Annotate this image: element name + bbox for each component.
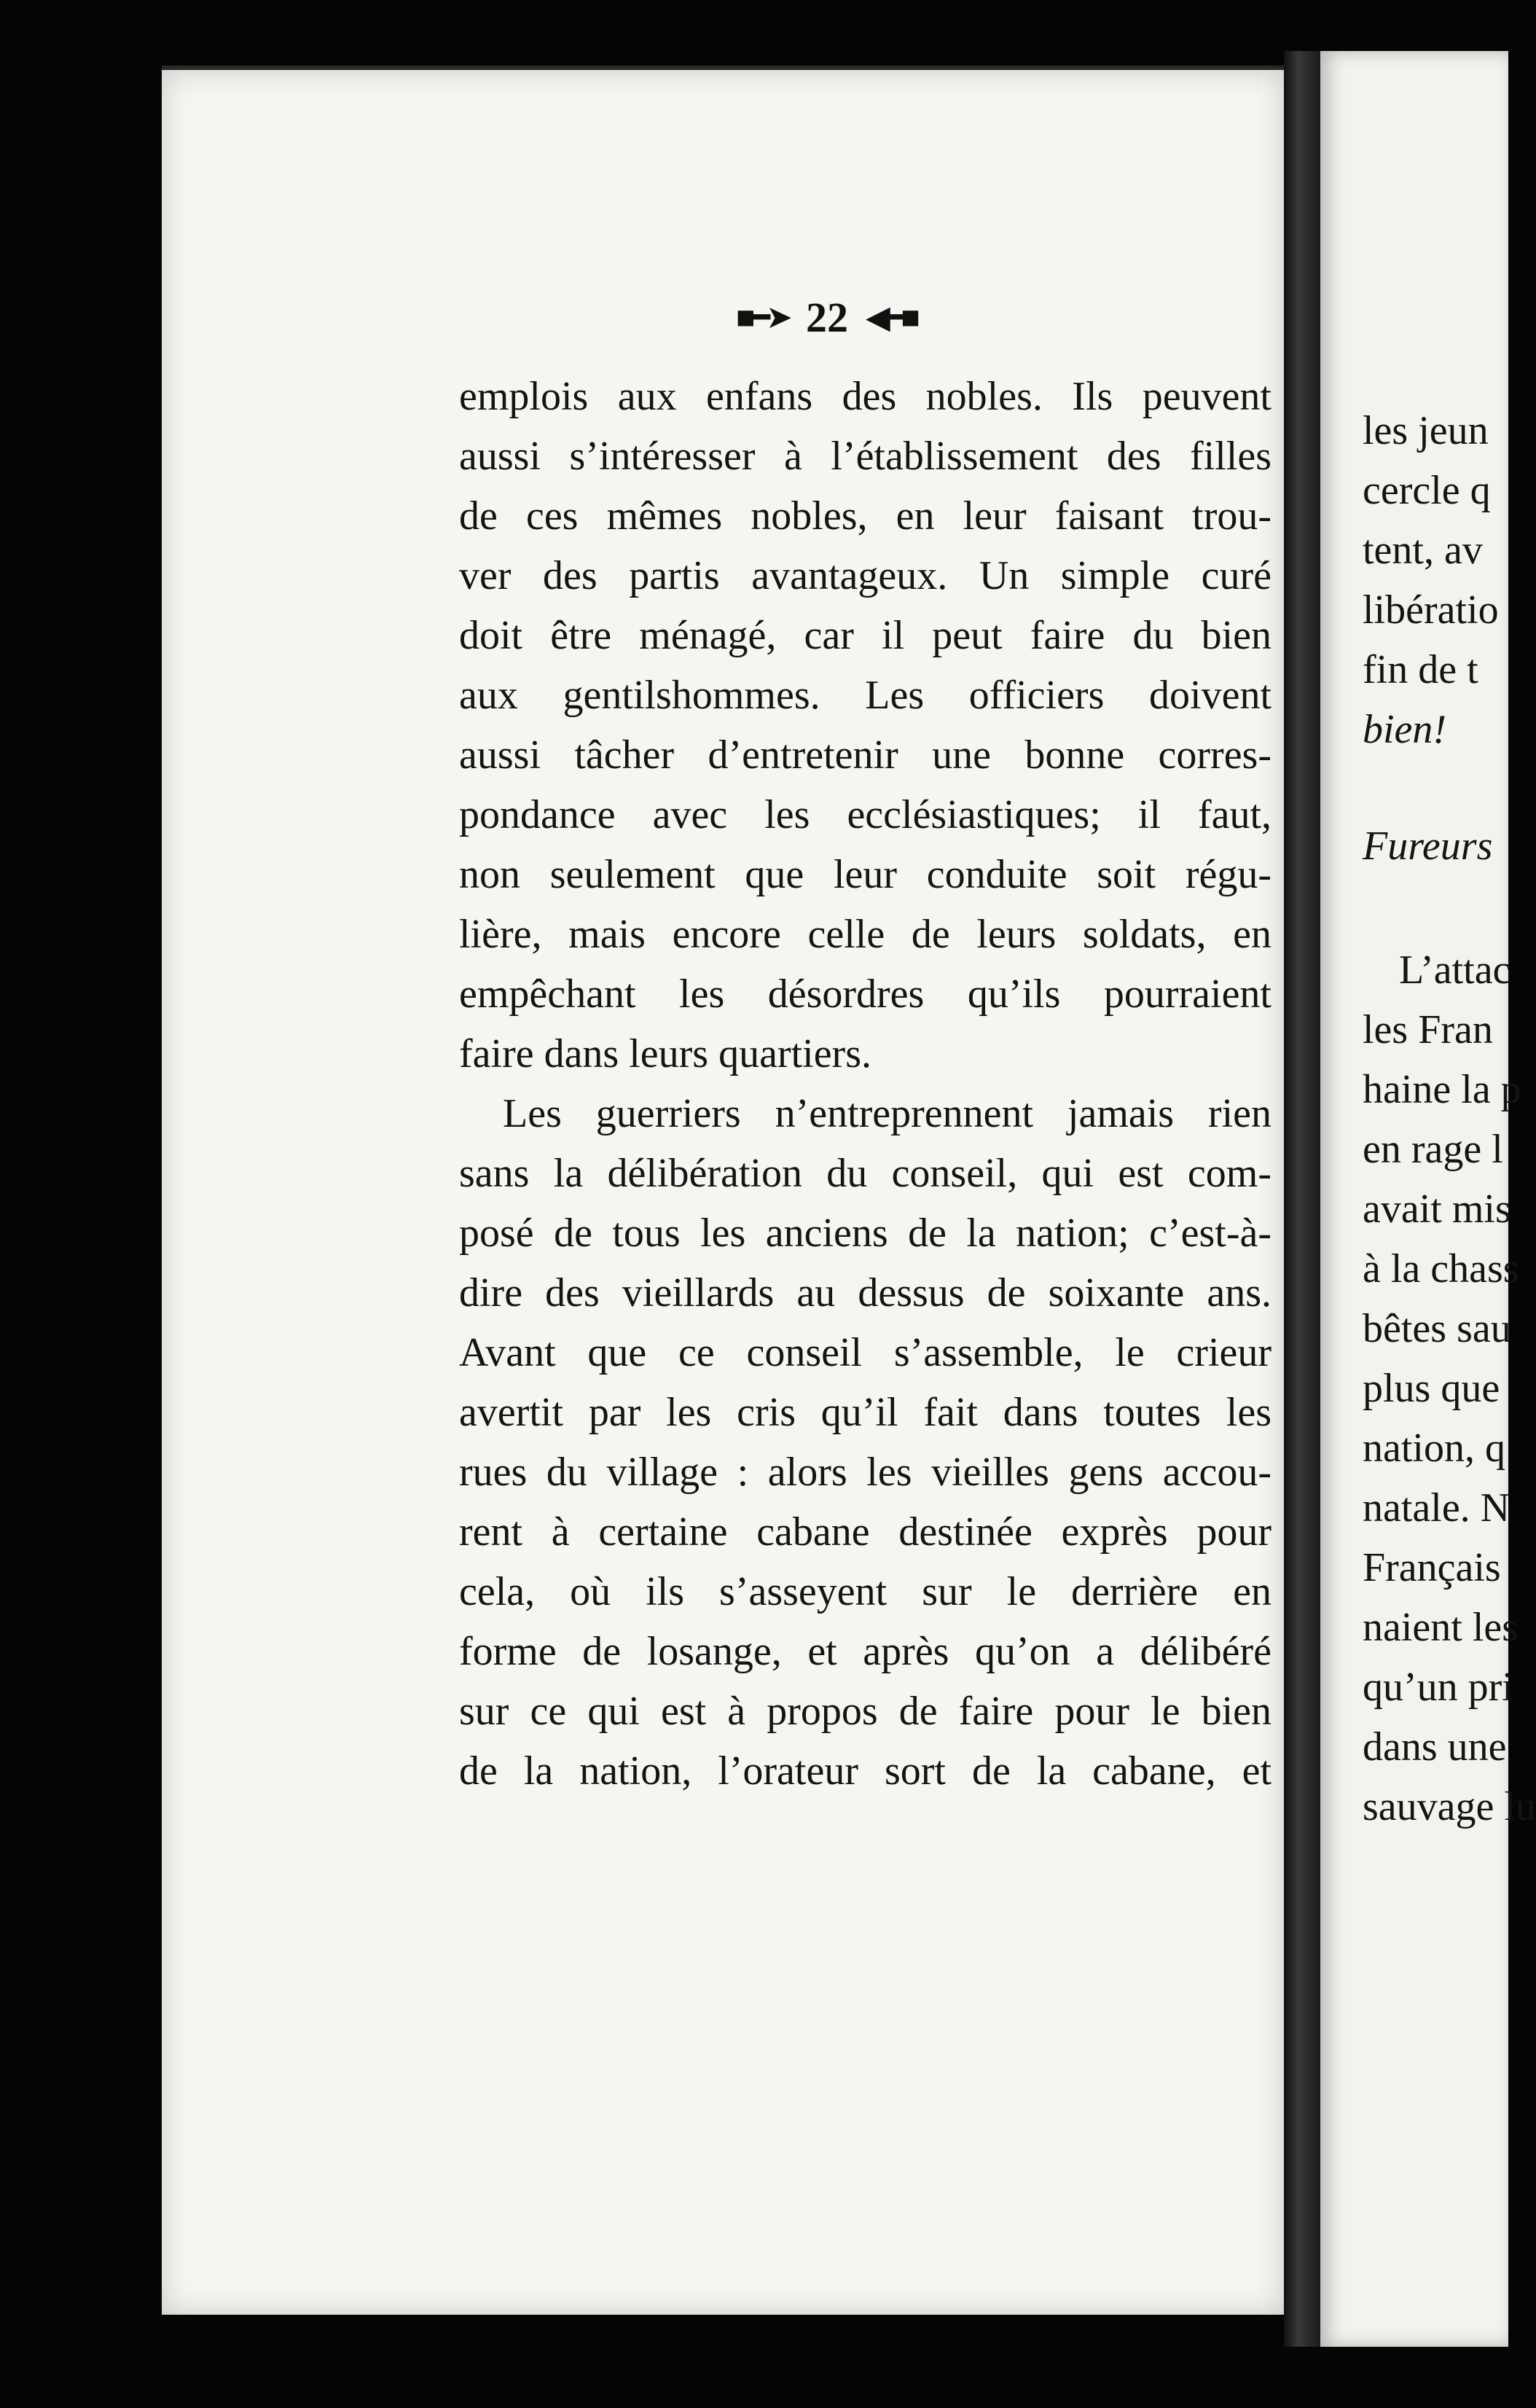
text-line: forme de losange, et après qu’on a délibéré xyxy=(459,1629,1271,1674)
text-line: lière, mais encore celle de leurs soldats, en xyxy=(459,912,1271,957)
text-line: pondance avec les ecclésiastiques; il faut, xyxy=(459,792,1271,837)
right-text-fragment: en rage l xyxy=(1363,1127,1503,1172)
right-text-fragment: libératio xyxy=(1363,587,1499,633)
text-line: emplois aux enfans des nobles. Ils peuvent xyxy=(459,374,1271,419)
right-text-fragment: nation, q xyxy=(1363,1426,1505,1471)
right-text-fragment: les Fran xyxy=(1363,1007,1493,1052)
text-line: Les guerriers n’entreprennent jamais rien xyxy=(503,1091,1271,1136)
right-text-fragment: fin de t xyxy=(1363,647,1478,692)
text-line: Avant que ce conseil s’assemble, le crieur xyxy=(459,1330,1271,1375)
text-line: ver des partis avantageux. Un simple curé xyxy=(459,553,1271,598)
text-line: aussi tâcher d’entretenir une bonne corres- xyxy=(459,732,1271,778)
right-text-fragment: naient les xyxy=(1363,1605,1519,1650)
right-text-fragment: qu’un pri xyxy=(1363,1665,1513,1710)
text-line: aussi s’intéresser à l’établissement des filles xyxy=(459,434,1271,479)
right-text-fragment: avait mis xyxy=(1363,1187,1511,1232)
right-text-fragment: cercle q xyxy=(1363,468,1491,513)
text-line: doit être ménagé, car il peut faire du bien xyxy=(459,613,1271,658)
book-gutter xyxy=(1284,51,1320,2347)
page-header xyxy=(736,292,916,343)
text-line: de la nation, l’orateur sort de la cabane, et xyxy=(459,1748,1271,1794)
text-line: cela, où ils s’asseyent sur le derrière en xyxy=(459,1569,1271,1614)
text-line: sans la délibération du conseil, qui est com- xyxy=(459,1151,1271,1196)
right-text-fragment: plus que xyxy=(1363,1366,1500,1411)
right-text-fragment: L’attac xyxy=(1399,947,1511,993)
text-line: rent à certaine cabane destinée exprès pour xyxy=(459,1509,1271,1555)
text-line: avertit par les cris qu’il fait dans toutes les xyxy=(459,1390,1271,1435)
right-text-fragment: tent, av xyxy=(1363,528,1483,573)
right-text-fragment: à la chass xyxy=(1363,1246,1519,1291)
right-section-heading: Fureurs xyxy=(1363,824,1493,869)
right-text-fragment: les jeun xyxy=(1363,408,1489,453)
text-line: faire dans leurs quartiers. xyxy=(459,1031,871,1076)
text-line: sur ce qui est à propos de faire pour le bien xyxy=(459,1689,1271,1734)
right-text-fragment: haine la p xyxy=(1363,1067,1521,1112)
right-text-fragment: dans une xyxy=(1363,1724,1507,1770)
right-text-fragment: sauvage lu xyxy=(1363,1784,1536,1829)
text-line: dire des vieillards au dessus de soixante ans. xyxy=(459,1270,1271,1316)
page-number: 22 xyxy=(805,293,848,341)
text-line: posé de tous les anciens de la nation; c’est-à- xyxy=(459,1211,1271,1256)
text-line: non seulement que leur conduite soit régu- xyxy=(459,852,1271,897)
text-line: rues du village : alors les vieilles gens accou- xyxy=(459,1450,1271,1495)
right-text-fragment: bêtes sau xyxy=(1363,1306,1511,1351)
text-line: aux gentilshommes. Les officiers doivent xyxy=(459,673,1271,718)
ornament-left-icon: ■━➤ xyxy=(736,299,788,335)
text-line: de ces mêmes nobles, en leur faisant trou- xyxy=(459,493,1271,539)
right-text-fragment: natale. N xyxy=(1363,1485,1510,1531)
right-text-fragment: Français xyxy=(1363,1545,1501,1590)
right-text-fragment: bien! xyxy=(1363,707,1447,752)
ornament-right-icon: ◀━■ xyxy=(865,299,916,335)
text-line: empêchant les désordres qu’ils pourraient xyxy=(459,972,1271,1017)
